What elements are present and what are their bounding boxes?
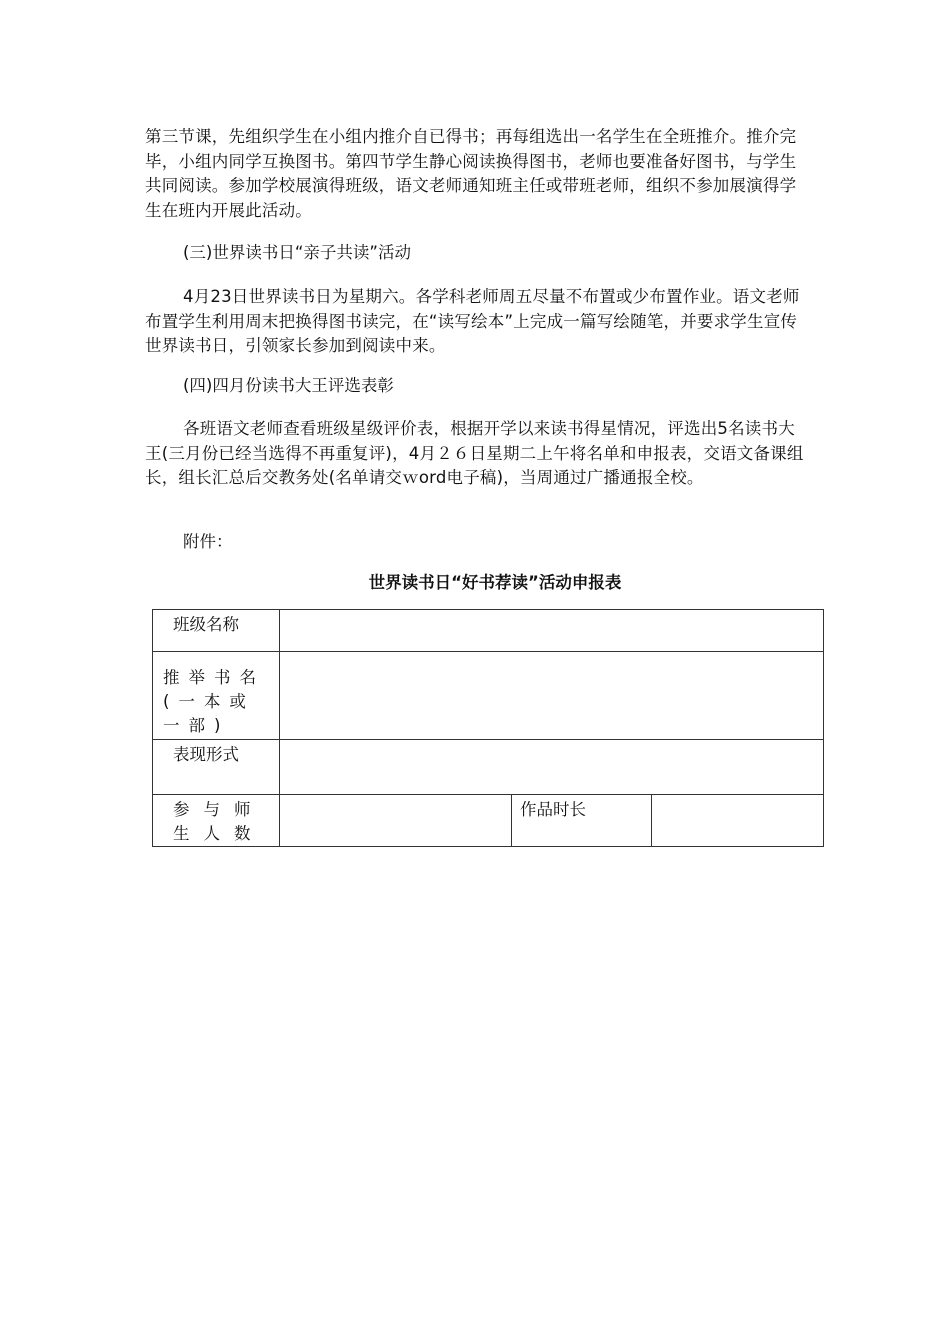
- book-title-field[interactable]: [280, 652, 824, 740]
- book-title-label: 推举书名(一本或一部): [163, 668, 265, 735]
- form-row-format: [153, 740, 824, 795]
- paragraph-world-book-day: 4月23日世界读书日为星期六。各学科老师周五尽量不布置或少布置作业。语文老师布置学生利用周末把换得图书读完，在“读写绘本”上完成一篇写绘随笔，并要求学生宣传世界读书日，引领家长参加到阅读中来。: [145, 287, 800, 355]
- form-row-book-title: [153, 652, 824, 740]
- book-title-value: [280, 652, 823, 655]
- class-name-label-cell: [153, 610, 280, 652]
- format-value: [280, 740, 823, 743]
- participants-label-cell: [153, 795, 280, 847]
- attachment-label: 附件：: [183, 532, 233, 551]
- duration-field[interactable]: [652, 795, 824, 847]
- participants-value: [280, 795, 511, 798]
- form-row-class-name: [153, 610, 824, 652]
- section-heading-reading-king: (四)四月份读书大王评选表彰: [183, 376, 394, 395]
- format-field[interactable]: [280, 740, 824, 795]
- book-title-label-cell: [153, 652, 280, 740]
- paragraph-reading-king-selection: 各班语文老师查看班级星级评价表，根据开学以来读书得星情况，评选出5名读书大王(三月份已经当选得不再重复评)，4月２６日星期二上午将名单和申报表，交语文备课组长，组长汇总后交教务处(名单请交ｗord电子稿)，当周通过广播通报全校。: [145, 419, 804, 487]
- duration-label-cell: [512, 795, 652, 847]
- participants-label: 参与师生人数: [173, 800, 265, 843]
- duration-label: 作品时长: [520, 800, 586, 819]
- format-label-cell: [153, 740, 280, 795]
- form-row-participants: [153, 795, 824, 847]
- class-name-value: [280, 610, 823, 613]
- form-title: 世界读书日“好书荐读”活动申报表: [368, 573, 622, 592]
- participants-field[interactable]: [280, 795, 512, 847]
- format-label: 表现形式: [173, 745, 239, 764]
- paragraph-activity-steps: 第三节课，先组织学生在小组内推介自已得书；再每组选出一名学生在全班推介。推介完毕，小组内同学互换图书。第四节学生静心阅读换得图书，老师也要准备好图书，与学生共同阅读。参加学校展演得班级，语文老师通知班主任或带班老师，组织不参加展演得学生在班内开展此活动。: [145, 127, 797, 220]
- application-form-table: [152, 609, 824, 847]
- class-name-field[interactable]: [280, 610, 824, 652]
- duration-value: [652, 795, 823, 798]
- class-name-label: 班级名称: [173, 615, 239, 634]
- section-heading-parent-child-reading: (三)世界读书日“亲子共读”活动: [183, 243, 411, 262]
